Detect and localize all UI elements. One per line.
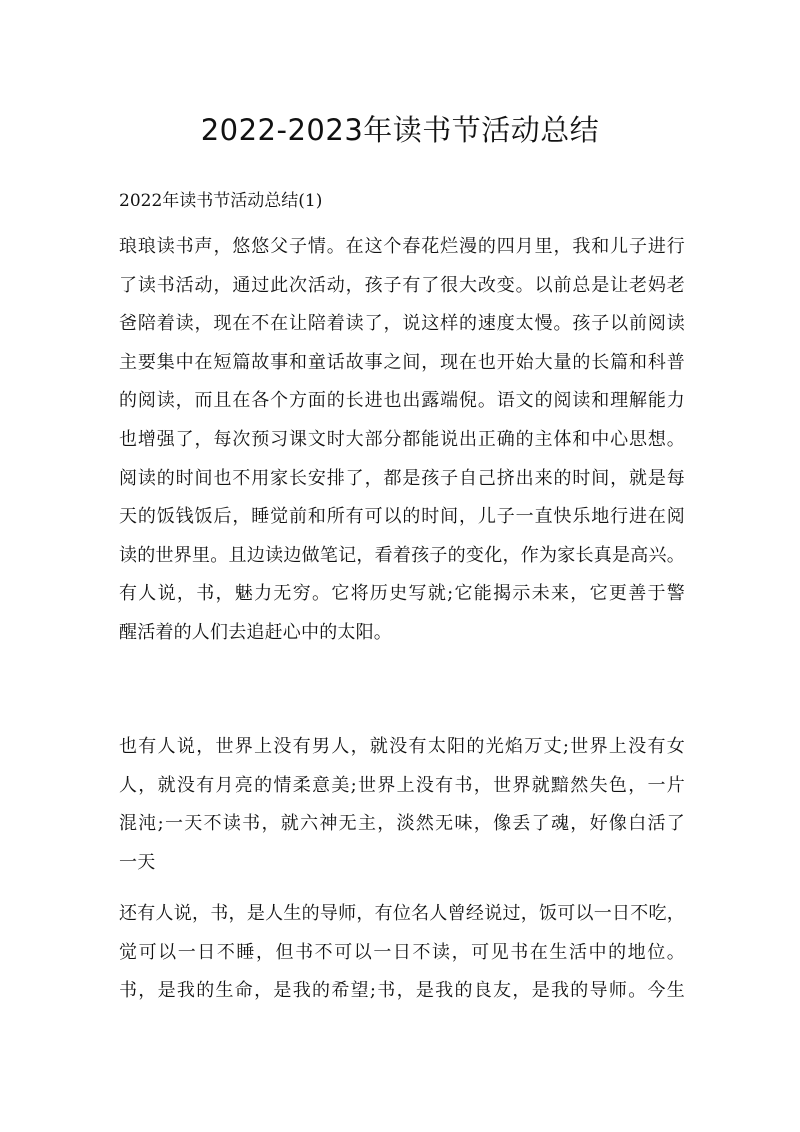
paragraph-line: 醒活着的人们去追赶心中的太阳。 — [119, 621, 392, 643]
paragraph-1 — [119, 228, 685, 653]
paragraph-line: 也增强了，每次预习课文时大部分都能说出正确的主体和中心思想。 — [119, 428, 685, 450]
paragraph-line: 爸陪着读，现在不在让陪着读了，说这样的速度太慢。孩子以前阅读 — [119, 313, 685, 335]
paragraph-line: 琅琅读书声，悠悠父子情。在这个春花烂漫的四月里，我和儿子进行 — [119, 236, 685, 257]
paragraph-2 — [119, 728, 685, 882]
paragraph-line: 有人说，书，魅力无穷。它将历史写就;它能揭示未来，它更善于警 — [119, 583, 685, 605]
document-title: 2022-2023年读书节活动总结 — [200, 113, 600, 147]
paragraph-line: 读的世界里。且边读边做笔记，看着孩子的变化，作为家长真是高兴。 — [119, 544, 685, 566]
paragraph-line: 天的饭钱饭后，睡觉前和所有可以的时间，儿子一直快乐地行进在阅 — [119, 506, 685, 528]
paragraph-line: 觉可以一日不睡，但书不可以一日不读，可见书在生活中的地位。 — [119, 941, 685, 963]
paragraph-line: 人，就没有月亮的情柔意美;世界上没有书，世界就黯然失色，一片 — [119, 774, 685, 796]
paragraph-line: 还有人说，书，是人生的导师，有位名人曾经说过，饭可以一日不吃， — [119, 903, 685, 924]
paragraph-line: 书，是我的生命，是我的希望;书，是我的良友，是我的导师。今生 — [119, 980, 685, 1002]
paragraph-line: 阅读的时间也不用家长安排了，都是孩子自己挤出来的时间，就是每 — [119, 467, 685, 489]
paragraph-line: 的阅读，而且在各个方面的长进也出露端倪。语文的阅读和理解能力 — [119, 390, 685, 412]
paragraph-line: 也有人说，世界上没有男人，就没有太阳的光焰万丈;世界上没有女 — [119, 736, 685, 757]
paragraph-line: 了读书活动，通过此次活动，孩子有了很大改变。以前总是让老妈老 — [119, 274, 685, 296]
paragraph-3 — [119, 895, 685, 1011]
paragraph-line: 混沌;一天不读书，就六神无主，淡然无味，像丢了魂，好像白活了 — [119, 813, 685, 835]
paragraph-line: 一天 — [119, 851, 156, 873]
paragraph-line: 主要集中在短篇故事和童话故事之间，现在也开始大量的长篇和科普 — [119, 351, 685, 373]
section-subtitle: 2022年读书节活动总结(1) — [119, 191, 323, 211]
